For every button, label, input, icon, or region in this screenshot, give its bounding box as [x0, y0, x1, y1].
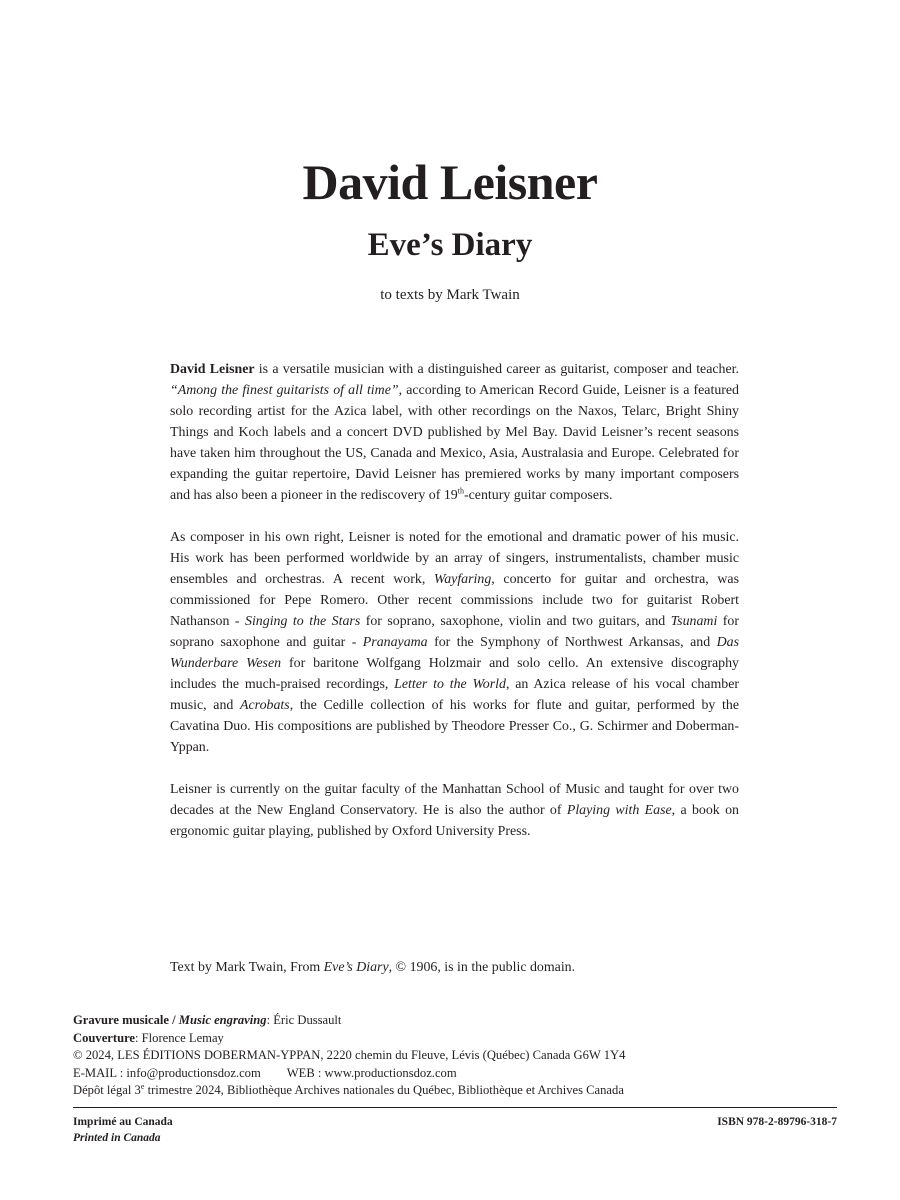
legal-deposit-line: Dépôt légal 3e trimestre 2024, Bibliothèque Archives nationales du Québec, Bibliothèque et Archives Canada — [73, 1081, 624, 1097]
copyright-line: © 2024, LES ÉDITIONS DOBERMAN-YPPAN, 2220 chemin du Fleuve, Lévis (Québec) Canada G6W 1Y4 — [73, 1048, 626, 1062]
book-title-italic: Playing with Ease — [566, 803, 672, 818]
contact-line — [73, 1065, 833, 1083]
cover-credit: Couverture: Florence Lemay — [73, 1030, 224, 1045]
work-title-italic: Tsunami — [670, 614, 718, 629]
web-text: WEB : www.productionsdoz.com — [286, 1065, 457, 1080]
email-text: E-MAIL : info@productionsdoz.com — [73, 1065, 261, 1080]
work-title-italic: Das Wunderbare Wesen — [170, 635, 739, 671]
printed-in-fr: Imprimé au Canada — [73, 1116, 173, 1128]
work-title-italic: Acrobats — [240, 698, 290, 713]
bio-paragraph-3: Leisner is currently on the guitar faculty of the Manhattan School of Music and taught for over two decades at the New England Conservatory. He is also the author of Playing with Ease, a book on ergonomic guitar playing, published by Oxford University Press. — [170, 782, 739, 839]
text-credit: to texts by Mark Twain — [380, 287, 520, 303]
biography — [170, 359, 739, 863]
work-title-italic: Singing to the Stars — [245, 614, 361, 629]
isbn: ISBN 978-2-89796-318-7 — [717, 1116, 837, 1128]
bio-paragraph-2: As composer in his own right, Leisner is noted for the emotional and dramatic power of his music. His work has been performed worldwide by an array of singers, instrumentalists, chamber music ensembles and orchestras. A recent work, Wayfaring, concerto for guitar and orchestra, was commissioned for Pepe Romero. Other recent commissions include two for guitarist Robert Nathanson - Singing to the Stars for soprano, saxophone, violin and two guitars, and Tsunami for soprano saxophone and guitar - Pranayama for the Symphony of Northwest Arkansas, and Das Wunderbare Wesen for baritone Wolfgang Holzmair and solo cello. An extensive discography includes the much-praised recordings, Letter to the World, an Azica release of his vocal chamber music, and Acrobats, the Cedille collection of his works for flute and guitar, performed by the Cavatina Duo. His compositions are published by Theodore Presser Co., G. Schirmer and Doberman-Yppan. — [170, 530, 740, 755]
footer-divider — [73, 1107, 837, 1108]
publication-credits — [73, 1012, 833, 1100]
work-title-italic: Pranayama — [362, 635, 428, 650]
printed-in — [73, 1114, 173, 1146]
bio-paragraph-1: David Leisner is a versatile musician with a distinguished career as guitarist, composer and teacher. “Among the finest guitarists of all time”, according to American Record Guide, Leisner is a featured solo recording artist for the Azica label, with other recordings on the Naxos, Telarc, Bright Shiny Things and Koch labels and a concert DVD published by Mel Bay. David Leisner’s recent seasons have taken him throughout the US, Canada and Mexico, Asia, Australasia and Europe. Celebrated for expanding the guitar repertoire, David Leisner has premiered works by many important composers and has also been a pioneer in the rediscovery of 19th-century guitar composers. — [170, 362, 740, 503]
public-domain-note: Text by Mark Twain, From Eve’s Diary, © 1906, is in the public domain. — [170, 960, 576, 975]
engraving-credit: Gravure musicale / Music engraving: Éric Dussault — [73, 1013, 342, 1027]
composer-name: David Leisner — [302, 154, 598, 210]
work-title-italic: Letter to the World — [394, 677, 506, 692]
bio-name: David Leisner — [170, 362, 255, 377]
work-title-italic: Wayfaring — [433, 572, 492, 587]
press-quote: “Among the finest guitarists of all time” — [170, 383, 399, 398]
work-title: Eve’s Diary — [367, 227, 533, 263]
printed-in-en: Printed in Canada — [73, 1132, 161, 1144]
